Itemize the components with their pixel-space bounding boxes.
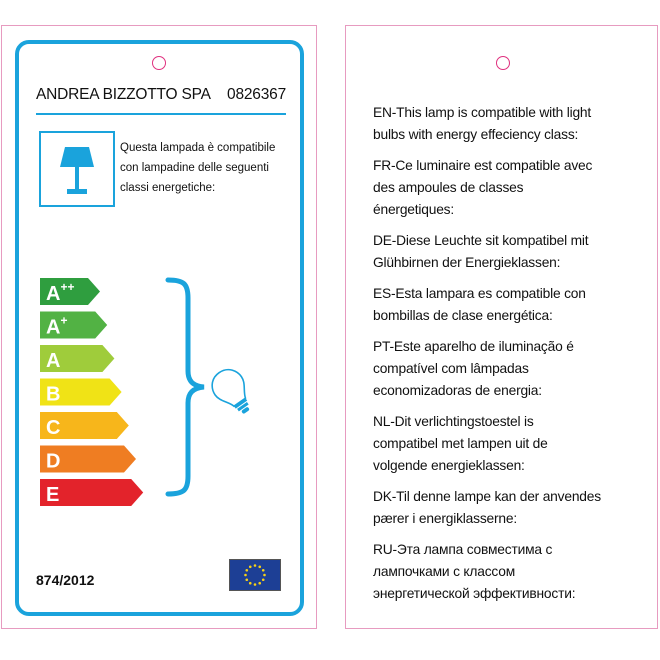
table-lamp-icon: [39, 131, 115, 207]
energy-class-c: [40, 412, 129, 439]
light-bulb-icon: [206, 364, 260, 422]
energy-label-card: [1, 25, 317, 629]
svg-text:C: C: [46, 417, 61, 439]
compat-line: con lampadine delle seguenti: [120, 162, 269, 174]
company-name: ANDREA BIZZOTTO SPA: [36, 86, 211, 103]
energy-class-a-plus-plus: [40, 278, 100, 305]
translation-de: DE-Diese Leuchte sit kompatibel mit Glühbirnen der Energieklassen:: [373, 233, 589, 270]
svg-text:A++: A++: [46, 280, 75, 305]
energy-class-b: [40, 379, 122, 406]
regulation-number: 874/2012: [36, 572, 95, 588]
header-divider: [36, 113, 286, 115]
compatibility-text: [120, 138, 300, 198]
svg-text:B: B: [46, 383, 61, 406]
class-bracket: [162, 276, 272, 506]
compat-line: Questa lampada è compatibile: [120, 142, 276, 154]
translations-text: [373, 102, 655, 614]
svg-text:A: A: [46, 350, 61, 372]
energy-class-e: [40, 479, 143, 506]
energy-class-d: [40, 446, 136, 473]
energy-class-a: [40, 345, 114, 372]
translation-fr: FR-Ce luminaire est compatible avec des ampoules de classes énergetiques:: [373, 158, 593, 217]
translation-pt: PT-Este aparelho de iluminação é compatível com lâmpadas economizadoras de energia:: [373, 339, 574, 398]
svg-text:E: E: [46, 484, 60, 506]
label-header: [36, 86, 286, 104]
hang-hole: [496, 56, 510, 70]
translation-ru: RU-Эта лампа совместима с лампочками с классом энергетической эффективности:: [373, 542, 576, 601]
compat-line: classi energetiche:: [120, 182, 216, 194]
energy-class-scale: [40, 276, 160, 511]
translations-card: [345, 25, 658, 629]
svg-text:D: D: [46, 450, 61, 473]
eu-flag-icon: [229, 559, 281, 591]
translation-es: ES-Esta lampara es compatible con bombillas de clase energética:: [373, 286, 586, 323]
translation-dk: DK-Til denne lampe kan der anvendes pærer i energiklasserne:: [373, 489, 601, 526]
svg-text:A+: A+: [46, 313, 68, 339]
energy-class-a-plus: [40, 312, 107, 339]
translation-en: EN-This lamp is compatible with light bulbs with energy effeciency class:: [373, 105, 592, 142]
translation-nl: NL-Dit verlichtingstoestel is compatibel met lampen uit de volgende energieklassen:: [373, 414, 548, 473]
product-code: 0826367: [227, 86, 286, 103]
